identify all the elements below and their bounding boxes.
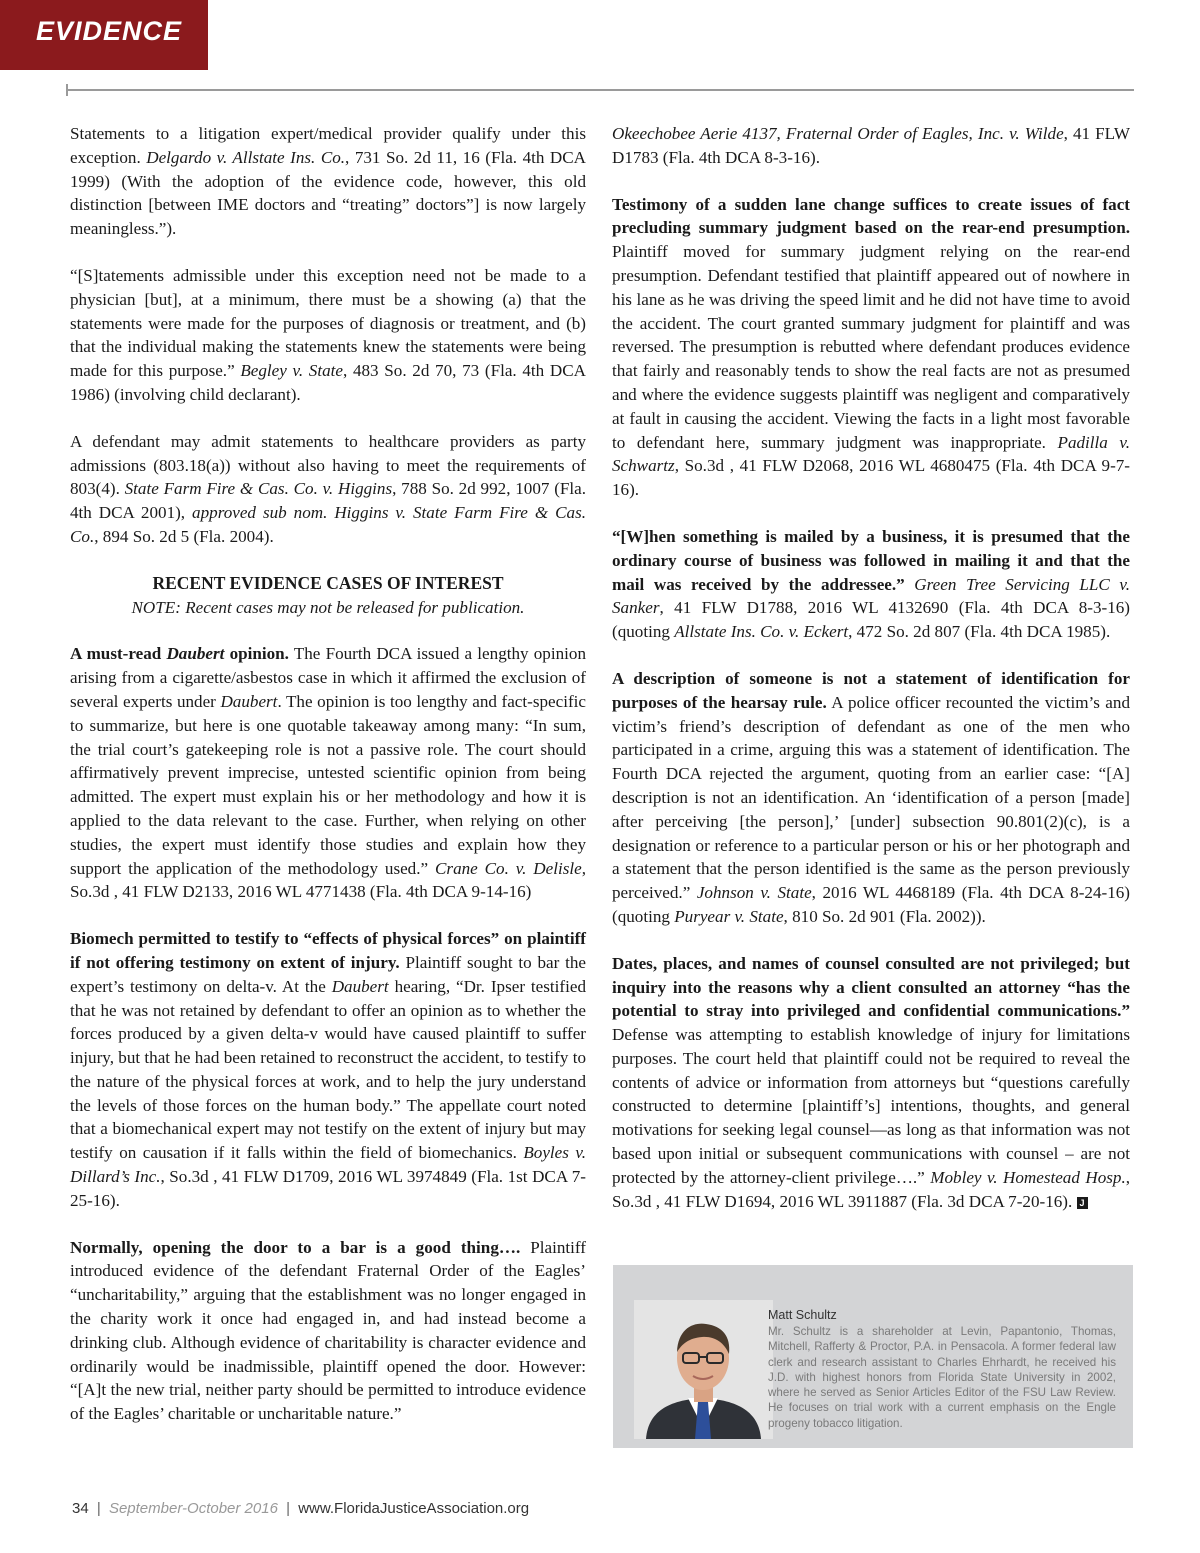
case-citation: Okeechobee Aerie 4137, Fraternal Order of Eagles, Inc. v. Wilde	[612, 124, 1064, 143]
text: , So.3d , 41 FLW D1709, 2016 WL 3974849 (Fla. 1st DCA 7-25-16).	[70, 1167, 586, 1210]
paragraph	[70, 1236, 586, 1426]
paragraph	[70, 122, 586, 241]
text: , 41 FLW D1783 (Fla. 4th DCA 8-3-16).	[612, 124, 1130, 167]
website-link[interactable]: www.FloridaJusticeAssociation.org	[298, 1500, 530, 1517]
case-citation: Green Tree Servicing LLC v. Sanker	[612, 574, 1130, 618]
case-heading: Normally, opening the door to a bar is a good thing….	[70, 1237, 521, 1257]
header-rule	[66, 89, 1134, 91]
text: Daubert	[220, 691, 278, 711]
page-footer	[72, 1500, 529, 1517]
text: , 788 So. 2d 992, 1007 (Fla. 4th DCA 2001),	[70, 479, 587, 523]
text	[905, 575, 915, 594]
issue-date: September-October 2016	[108, 1500, 278, 1517]
case-heading: Dates, places, and names of counsel consulted are not privileged; but inquiry into the reasons why a client consulted an attorney “has the potential to stray into privileged and confidential communications.”	[612, 953, 1130, 1021]
text: Daubert	[166, 644, 225, 664]
page-number: 34	[72, 1500, 89, 1517]
text: Plaintiff introduced evidence of the defendant Fraternal Order of the Eagles’ “uncharitability,” arguing that the establishment was no longer engaged in the charity work it once had engaged in, and had instead become a drinking club. Although evidence of charitability is character evidence and ordinarily would be inadmissible, plaintiff opened the door. However: “[A]t the new trial, neither party should be permitted to introduce evidence of the Eagles’ charitable or uncharitable nature.”	[70, 1237, 586, 1424]
paragraph	[70, 927, 586, 1213]
case-heading: Biomech permitted to testify to “effects of physical forces” on plaintiff if not offering testimony on extent of injury.	[70, 929, 586, 972]
paragraph	[612, 952, 1130, 1214]
case-heading: A description of someone is not a statement of identification for purposes of the hearsay rule.	[612, 668, 1130, 712]
author-portrait-icon	[634, 1300, 773, 1439]
case-citation: Johnson v. State	[696, 883, 812, 903]
section-tab-label: EVIDENCE	[36, 16, 183, 46]
text: Defense was attempting to establish knowledge of injury for limitations purposes. The court held that plaintiff could not be required to reveal the contents of advice or information from attorneys but “questions carefully constructed to determine [plaintiff’s] intentions, thoughts, and general motivations for seeking legal counsel—as long as that information was not based upon initial or subsequent communications with counsel – are not protected by the attorney-client privilege….”	[612, 1025, 1130, 1187]
text: , 810 So. 2d 901 (Fla. 2002)).	[783, 906, 986, 926]
text: , 731 So. 2d 11, 16 (Fla. 4th DCA 1999) (With the adoption of the evidence code, however, this old distinction [between IME doctors and “treating” doctors”] is now largely meaningless.”).	[70, 147, 587, 239]
paragraph	[612, 122, 1130, 170]
case-citation: Padilla v. Schwartz	[612, 432, 1130, 476]
case-citation: approved sub nom. Higgins v. State Farm Fire & Cas. Co.	[70, 503, 586, 546]
text: Plaintiff sought to bar the expert’s testimony on delta-v. At the	[70, 952, 586, 996]
case-citation: Allstate Ins. Co. v. Eckert	[674, 622, 849, 642]
author-bio: Mr. Schultz is a shareholder at Levin, Papantonio, Thomas, Mitchell, Rafferty & Proctor, P.A. in Pensacola. A former federal law clerk and research assistant to Charles Ehrhardt, he received his J.D. with highest honors from Florida State University in 2002, where he served as Senior Articles Editor of the FSU Law Review. He focuses on trial work with a current emphasis on the Engle progeny tobacco litigation.	[768, 1325, 1116, 1430]
text: Plaintiff moved for summary judgment relying on the rear-end presumption. Defendant testified that plaintiff appeared out of nowhere in his lane as he was driving the speed limit and he did not have time to avoid the accident. The court granted summary judgment for plaintiff and was reversed. The presumption is rebutted where defendant produces evidence that fairly and reasonably tends to show the real facts are not as presumed and where the evidence suggests plaintiff was negligent and comparatively at fault in causing the accident. Viewing the facts in a light most favorable to defendant here, summary judgment was inappropriate.	[612, 242, 1130, 452]
case-citation: Begley v. State	[240, 361, 343, 381]
case-citation: Delgardo v. Allstate Ins. Co.	[146, 147, 346, 167]
text: , 41 FLW D1788, 2016 WL 4132690 (Fla. 4th DCA 8-3-16) (quoting	[612, 598, 1130, 642]
text: , So.3d , 41 FLW D2068, 2016 WL 4680475 (Fla. 4th DCA 9-7-16).	[612, 456, 1130, 500]
section-note: NOTE: Recent cases may not be released for publication.	[131, 597, 525, 617]
text: , So.3d , 41 FLW D1694, 2016 WL 3911887 (Fla. 3d DCA 7-20-16).	[612, 1167, 1131, 1211]
case-citation: State Farm Fire & Cas. Co. v. Higgins	[124, 479, 393, 499]
left-column	[70, 122, 586, 1449]
paragraph	[612, 193, 1130, 502]
case-citation: Crane Co. v. Delisle	[435, 858, 582, 878]
text: A police officer recounted the victim’s and victim’s friend’s description of defendant as one of the men who participated in a crime, arguing this was a statement of identification. The Fourth DCA rejected the argument, quoting from an earlier case: “[A] description is not an identification. An ‘identification of a person [made] after perceiving [the person],’ [under] subsection 90.801(2)(c), is a designation or reference to a particular person or his or her photograph and a statement that the person identified is the same as the person previously perceived.”	[612, 692, 1130, 903]
end-mark-icon: J	[1077, 1197, 1088, 1209]
case-heading: “[W]hen something is mailed by a business, it is presumed that the ordinary course of business was followed in mailing it and that the mail was received by the addressee.”	[612, 526, 1130, 594]
case-heading	[70, 644, 289, 663]
case-citation: Mobley v. Homestead Hosp.	[930, 1167, 1126, 1187]
paragraph	[612, 667, 1130, 929]
text: Daubert	[331, 976, 389, 996]
paragraph	[70, 642, 586, 904]
author-photo	[634, 1300, 773, 1439]
text: , 472 So. 2d 807 (Fla. 4th DCA 1985).	[848, 622, 1111, 642]
text: “[S]tatements admissible under this exception need not be made to a physician [but], at a minimum, there must be a showing (a) that the statements were made for the purposes of diagnosis or treatment, and (b) that the individual making the statements knew the statements were being made for this purpose.”	[70, 265, 586, 381]
bio-text	[768, 1308, 1116, 1431]
author-name: Matt Schultz	[768, 1308, 837, 1322]
text: A must-read	[70, 644, 167, 664]
text: The Fourth DCA issued a lengthy opinion arising from a cigarette/asbestos case in which it affirmed the exclusion of several experts under	[70, 644, 586, 711]
paragraph	[70, 430, 586, 549]
text: A defendant may admit statements to healthcare providers as party admissions (803.18(a)) without also having to meet the requirements of 803(4).	[70, 431, 586, 499]
text: . The opinion is too lengthy and fact-specific to summarize, but here is one quotable takeaway among many: “In sum, the trial court’s gatekeeping role is not a passive role. The court should affirmatively prevent imprecise, untested scientific opinion from being admitted. The expert must explain his or her methodology and how it is applied to the data relevant to the case. Further, when relying on other studies, the expert must identify those studies and explain how they support the application of the methodology used.”	[70, 691, 586, 878]
section-title: RECENT EVIDENCE CASES OF INTEREST	[152, 572, 504, 593]
case-heading: Testimony of a sudden lane change suffices to create issues of fact precluding summary judgment based on the rear-end presumption.	[612, 194, 1130, 238]
right-column	[612, 122, 1130, 1236]
paragraph	[70, 264, 586, 407]
paragraph	[612, 525, 1130, 644]
text: opinion.	[224, 644, 289, 664]
text: hearing, “Dr. Ipser testified that he was not retained by defendant to offer an opinion as to whether the forces produced by a given delta-v would have caused plaintiff to suffer injury, but that he had been retained to reconstruct the accident, to testify to the nature of the physical forces at work, and to help the jury understand the levels of those forces on the human body.” The appellate court noted that a biomechanical expert may not testify on the extent of injury but may testify on causation if it falls within the field of biomechanics.	[70, 976, 586, 1163]
case-citation: Puryear v. State	[674, 906, 784, 926]
section-tab	[0, 0, 208, 70]
case-citation: Boyles v. Dillard’s Inc.	[70, 1143, 586, 1187]
author-bio-box	[613, 1265, 1133, 1448]
text: , So.3d , 41 FLW D2133, 2016 WL 4771438 (Fla. 4th DCA 9-14-16)	[70, 858, 586, 902]
text: , 2016 WL 4468189 (Fla. 4th DCA 8-24-16) (quoting	[612, 883, 1130, 926]
text: Statements to a litigation expert/medical provider qualify under this exception.	[70, 124, 586, 167]
text: , 894 So. 2d 5 (Fla. 2004).	[94, 526, 274, 546]
text: , 483 So. 2d 70, 73 (Fla. 4th DCA 1986) (involving child declarant).	[70, 361, 586, 404]
footer-separator: |	[96, 1500, 101, 1517]
footer-separator: |	[286, 1500, 291, 1517]
